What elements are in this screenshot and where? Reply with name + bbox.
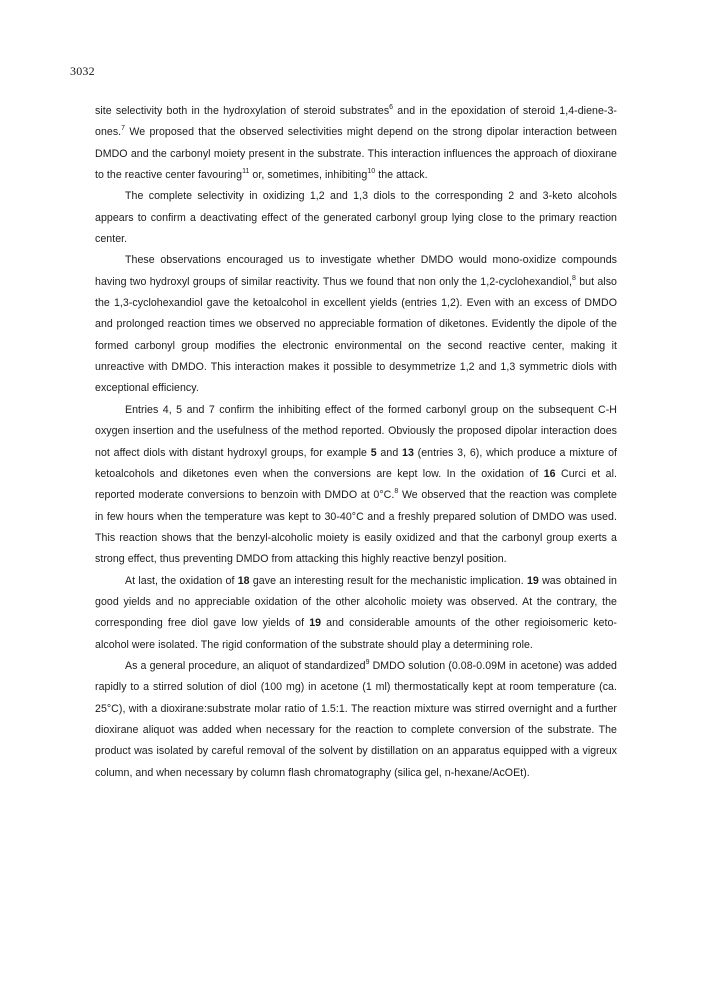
text-run: Entries 4, 5 and 7 confirm the inhibiting effect of the formed carbonyl group on the subsequent C-H oxygen insertion and the usefulness of the method reported. Obviously the proposed dipolar interaction does not affect diols with distant hydroxyl groups, for example	[95, 403, 617, 459]
paragraph	[95, 250, 617, 399]
reference-superscript: 11	[242, 168, 250, 176]
text-run: At last, the oxidation of	[125, 574, 238, 587]
text-run: (entries 3, 6), which produce a mixture of ketoalcohols and diketones even when the conversions are kept low. In the oxidation of	[95, 446, 618, 480]
reference-superscript: 6	[389, 104, 394, 111]
text-run: and	[376, 446, 403, 459]
compound-number: 18	[237, 574, 250, 587]
text-run: or, sometimes, inhibiting	[249, 169, 368, 182]
compound-number: 16	[543, 467, 556, 480]
paragraph	[95, 400, 617, 571]
paragraph	[95, 101, 617, 186]
paragraph	[95, 186, 617, 250]
reference-superscript: 8	[394, 488, 399, 496]
text-run: DMDO solution (0.08-0.09M in acetone) was added rapidly to a stirred solution of diol (100 mg) in acetone (1 ml) thermostatically kept at room temperature (ca. 25°C), with a dioxirane:substrate molar ratio of 1.5:1. The reaction mixture was stirred overnight and a further dioxirane aliquot was added when necessary for the reaction to complete conversion of the substrate. The product was isolated by careful removal of the solvent by distillation on an apparatus equipped with a vigreux column, and when necessary by column flash chromatography (silica gel, n-hexane/AcOEt).	[95, 659, 617, 779]
text-run: These observations encouraged us to investigate whether DMDO would mono-oxidize compounds having two hydroxyl groups of similar reactivity. Thus we found that non only the 1,2-cyclohexandiol,	[95, 254, 617, 288]
text-run: the attack.	[375, 169, 428, 182]
body-text	[95, 101, 617, 784]
text-run: and in the epoxidation of steroid 1,4-diene-3-ones.	[95, 105, 617, 139]
reference-superscript: 10	[367, 168, 376, 176]
compound-number: 19	[309, 617, 322, 630]
text-run: gave an interesting result for the mechanistic implication.	[249, 574, 527, 587]
text-run: Curci et al. reported moderate conversions to benzoin with DMDO at 0°C.	[95, 467, 617, 502]
text-run: site selectivity both in the hydroxylation of steroid substrates	[95, 105, 390, 117]
paragraph	[95, 656, 617, 784]
text-run: We proposed that the observed selectivities might depend on the strong dipolar interaction between DMDO and the carbonyl moiety present in the substrate. This interaction influences the approach of dioxirane to the reactive center favouring	[95, 126, 617, 182]
text-run: but also the 1,3-cyclohexandiol gave the ketoalcohol in excellent yields (entries 1,2). Even with an excess of DMDO and prolonged reaction times we observed no appreciable formation of diketones. Evidently the dipole of the formed carbonyl group modifies the electronic environmental on the second reactive center, making it unreactive with DMDO. This interaction makes it possible to desymmetrize 1,2 and 1,3 symmetric diols with exceptional efficiency.	[95, 275, 617, 395]
text-run: As a general procedure, an aliquot of standardized	[125, 659, 366, 672]
text-run: and considerable amounts of the other regioisomeric keto-alcohol were isolated. The rigid conformation of the substrate should play a determining role.	[95, 617, 618, 651]
compound-number: 5	[370, 446, 377, 459]
text-run: We observed that the reaction was complete in few hours when the temperature was kept to 30-40°C and a freshly prepared solution of DMDO was used. This reaction shows that the benzyl-alcoholic moiety is easily oxidized and that the carbonyl group exerts a strong effect, thus preventing DMDO from attacking this highly reactive benzyl position.	[95, 489, 617, 566]
page-number: 3032	[70, 64, 95, 78]
text-run: was obtained in good yields and no appreciable oxidation of the other alcoholic moiety was observed. At the contrary, the corresponding free diol gave low yields of	[95, 574, 617, 630]
paragraph	[95, 571, 617, 656]
text-run: The complete selectivity in oxidizing 1,2 and 1,3 diols to the corresponding 2 and 3-keto alcohols appears to confirm a deactivating effect of the generated carbonyl group lying close to the primary reaction center.	[95, 190, 617, 246]
compound-number: 13	[402, 446, 414, 459]
reference-superscript: 7	[121, 125, 126, 133]
reference-superscript: 8	[571, 274, 576, 282]
compound-number: 19	[526, 574, 539, 587]
reference-superscript: 9	[365, 658, 370, 666]
